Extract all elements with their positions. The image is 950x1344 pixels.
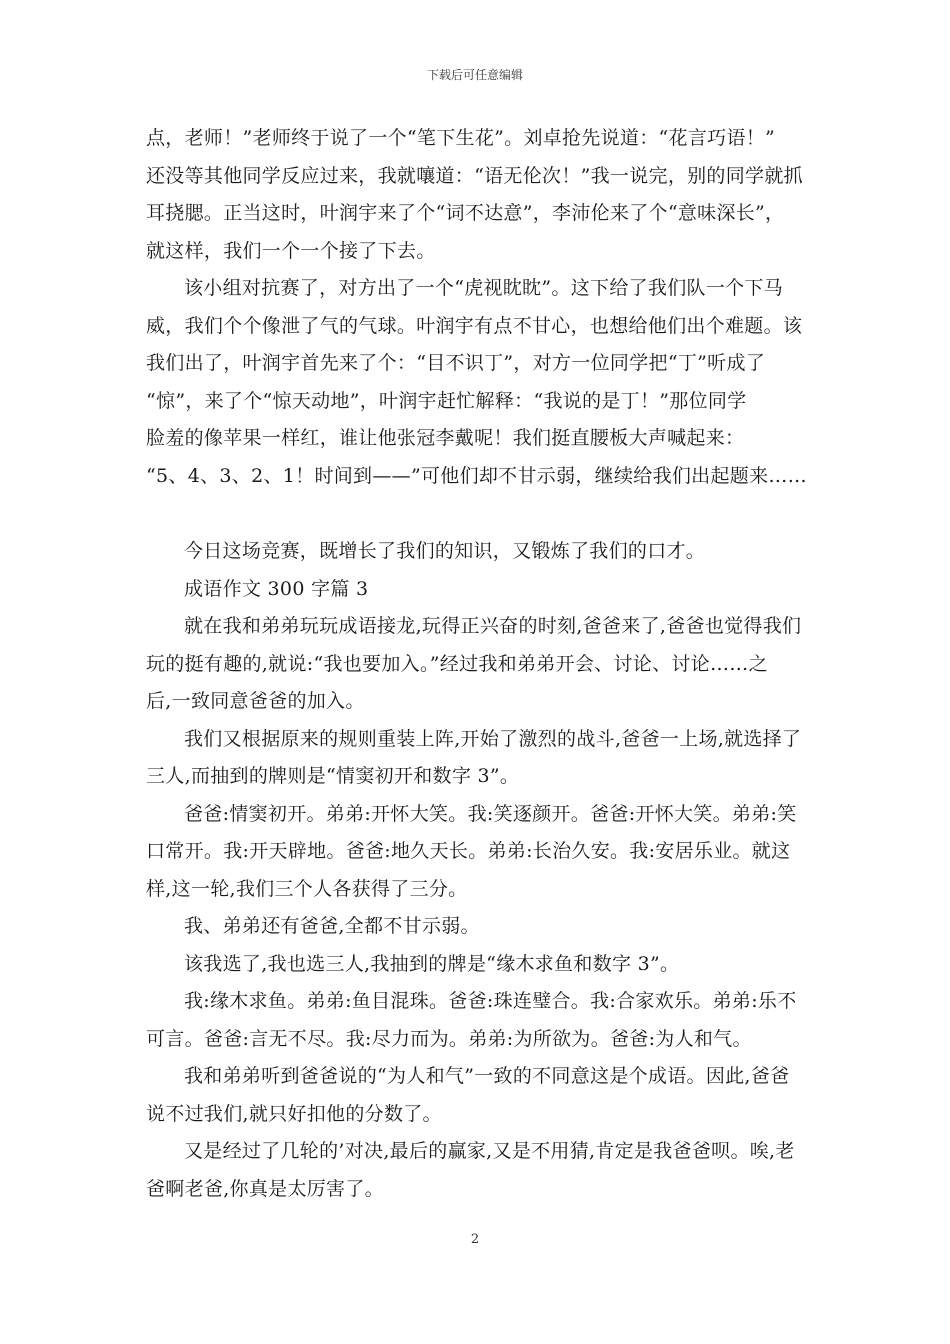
paragraph bbox=[146, 1133, 808, 1208]
paragraph bbox=[146, 946, 808, 984]
text-line: 还没等其他同学反应过来，我就嚷道：“语无伦次！”我一说完，别的同学就抓 bbox=[146, 164, 803, 187]
text-line: 就在我和弟弟玩玩成语接龙,玩得正兴奋的时刻,爸爸来了,爸爸也觉得我们 bbox=[184, 615, 802, 637]
paragraph bbox=[146, 796, 808, 909]
text-line: 样,这一轮,我们三个人各获得了三分。 bbox=[146, 877, 468, 900]
paragraph bbox=[146, 608, 808, 721]
text-line: 爸爸:情窦初开。弟弟:开怀大笑。我:笑逐颜开。爸爸:开怀大笑。弟弟:笑 bbox=[184, 802, 797, 825]
paragraph bbox=[146, 270, 808, 495]
paragraph bbox=[146, 908, 808, 946]
text-line: 玩的挺有趣的,就说:“我也要加入。”经过我和弟弟开会、讨论、讨论……之 bbox=[146, 652, 768, 675]
text-line: 我:缘木求鱼。弟弟:鱼目混珠。爸爸:珠连璧合。我:合家欢乐。弟弟:乐不 bbox=[184, 990, 797, 1012]
text-line: 我们又根据原来的规则重装上阵,开始了激烈的战斗,爸爸一上场,就选择了 bbox=[184, 727, 802, 750]
text-line: 成语作文 300 字篇 3 bbox=[184, 577, 369, 600]
text-line: 说不过我们,就只好扣他的分数了。 bbox=[146, 1102, 442, 1125]
text-line: 该我选了,我也选三人,我抽到的牌是“缘木求鱼和数字 3”。 bbox=[184, 952, 680, 975]
paragraph bbox=[146, 120, 808, 270]
paragraph bbox=[146, 983, 808, 1058]
text-line: 威，我们个个像泄了气的气球。叶润宇有点不甘心，也想给他们出个难题。该 bbox=[146, 314, 803, 337]
text-line: 后,一致同意爸爸的加入。 bbox=[146, 690, 365, 712]
page-header: 下载后可任意编辑 bbox=[426, 68, 523, 82]
text-line: 我、弟弟还有爸爸,全都不甘示弱。 bbox=[184, 915, 480, 937]
text-line: 今日这场竞赛，既增长了我们的知识，又锻炼了我们的口才。 bbox=[184, 540, 706, 562]
text-line: 爸啊老爸,你真是太厉害了。 bbox=[146, 1177, 384, 1200]
paragraph-spacer bbox=[146, 495, 808, 533]
text-line: 我和弟弟听到爸爸说的“为人和气”一致的不同意这是个成语。因此,爸爸 bbox=[184, 1065, 790, 1087]
page-number: 2 bbox=[470, 1232, 480, 1247]
text-line: 可言。爸爸:言无不尽。我:尽力而为。弟弟:为所欲为。爸爸:为人和气。 bbox=[146, 1027, 752, 1050]
text-line: 三人,而抽到的牌则是“情窦初开和数字 3”。 bbox=[146, 765, 520, 787]
text-line: “5、4、3、2、1！时间到——”可他们却不甘示弱，继续给我们出起题来…… bbox=[146, 464, 807, 487]
text-line: 点，老师！”老师终于说了一个“笔下生花”。刘卓抢先说道：“花言巧语！” bbox=[146, 127, 776, 149]
paragraph bbox=[146, 571, 808, 609]
text-line: 耳挠腮。正当这时，叶润宇来了个“词不达意”，李沛伦来了个“意味深长”， bbox=[146, 202, 785, 224]
text-line: 我们出了，叶润宇首先来了个：“目不识丁”，对方一位同学把“丁”听成了 bbox=[146, 352, 766, 374]
document-body bbox=[146, 120, 808, 1208]
paragraph bbox=[146, 1058, 808, 1133]
text-line: 口常开。我:开天辟地。爸爸:地久天长。弟弟:长治久安。我:安居乐业。就这 bbox=[146, 840, 791, 862]
paragraph bbox=[146, 721, 808, 796]
text-line: 又是经过了几轮的’对决,最后的赢家,又是不用猜,肯定是我爸爸呗。唉,老 bbox=[184, 1140, 795, 1162]
paragraph bbox=[146, 533, 808, 571]
text-line: “惊”，来了个“惊天动地”，叶润宇赶忙解释：“我说的是丁！”那位同学 bbox=[146, 389, 747, 412]
text-line: 该小组对抗赛了，对方出了一个“虎视眈眈”。这下给了我们队一个下马 bbox=[184, 277, 784, 299]
text-line: 就这样，我们一个一个接了下去。 bbox=[146, 239, 436, 262]
text-line: 脸羞的像苹果一样红，谁让他张冠李戴呢！我们挺直腰板大声喊起来： bbox=[146, 427, 745, 449]
